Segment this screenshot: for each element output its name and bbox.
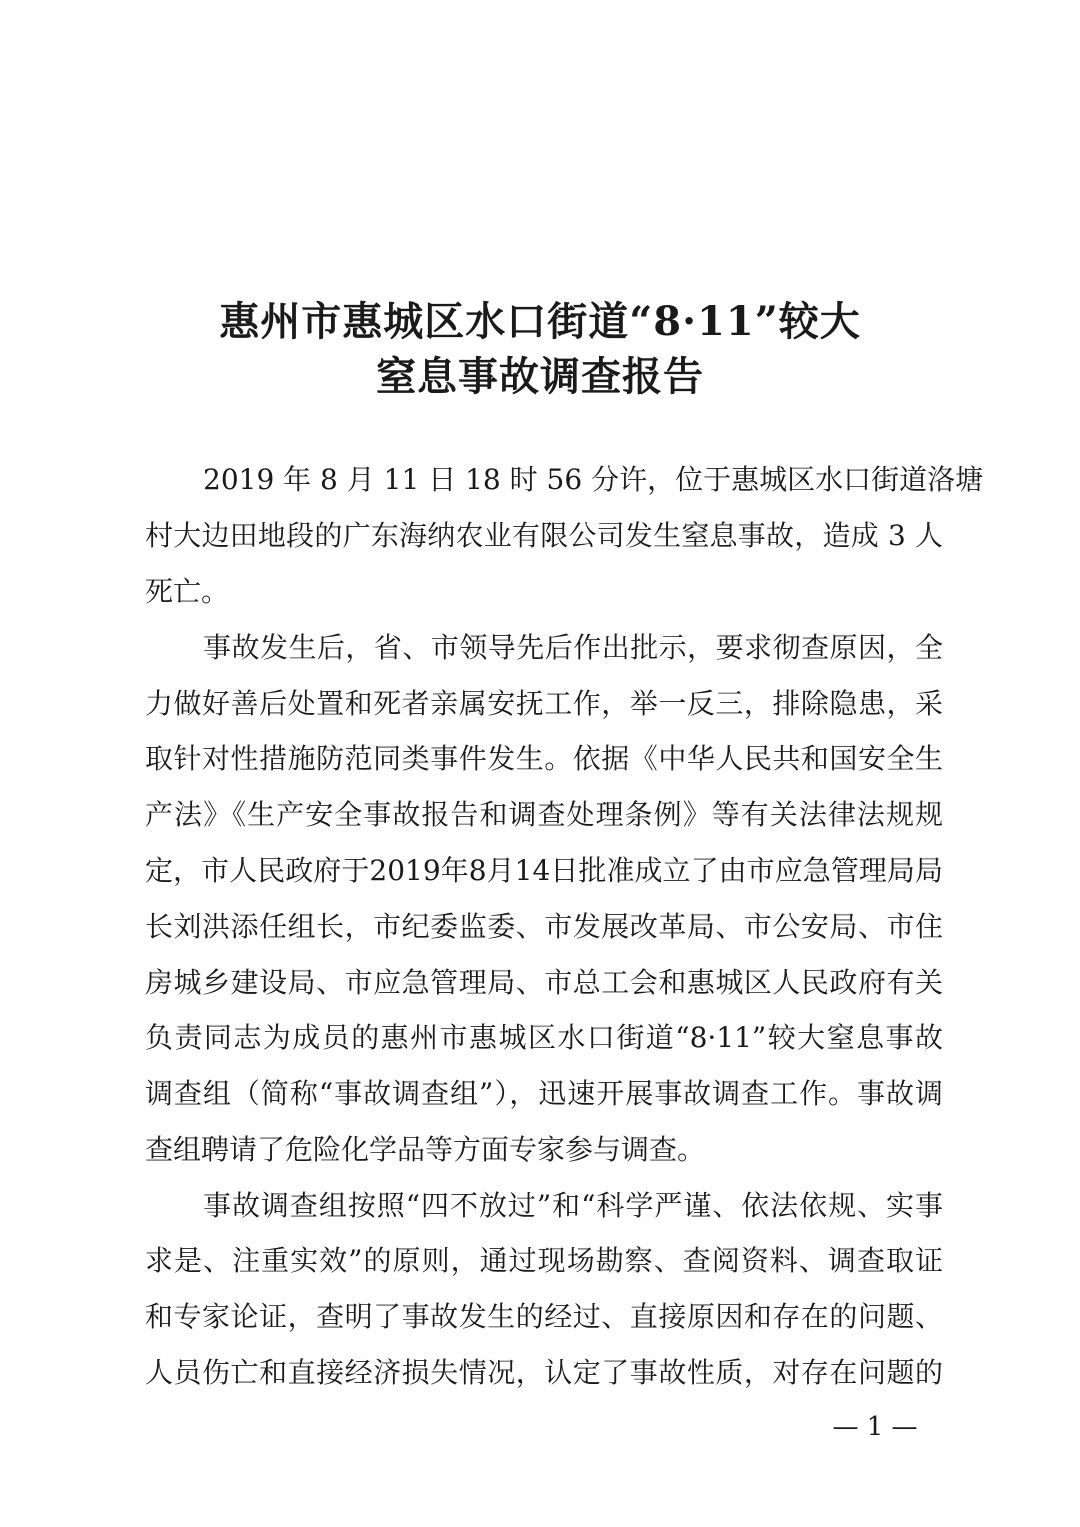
paragraph-3-line-4: 人员伤亡和直接经济损失情况，认定了事故性质，对存在问题的 bbox=[145, 1356, 943, 1389]
paragraph-2-line-8: 负责同志为成员的惠州市惠城区水口街道“8·11”较大窒息事故 bbox=[145, 1021, 943, 1054]
paragraph-2-line-3: 取针对性措施防范同类事件发生。依据《中华人民共和国安全生 bbox=[145, 742, 943, 775]
paragraph-2-line-4: 产法》《生产安全事故报告和调查处理条例》等有关法律法规规 bbox=[145, 798, 943, 831]
paragraph-1-line-1: 2019 年 8 月 11 日 18 时 56 分许，位于惠城区水口街道洛塘 bbox=[203, 463, 984, 496]
paragraph-1-line-3: 死亡。 bbox=[145, 575, 230, 608]
paragraph-1-line-2: 村大边田地段的广东海纳农业有限公司发生窒息事故，造成 3 人 bbox=[145, 519, 943, 552]
paragraph-3-line-3: 和专家论证，查明了事故发生的经过、直接原因和存在的问题、 bbox=[145, 1300, 943, 1333]
paragraph-2-line-1: 事故发生后，省、市领导先后作出批示，要求彻查原因，全 bbox=[203, 631, 943, 664]
paragraph-2-line-9: 调查组（简称“事故调查组”），迅速开展事故调查工作。事故调 bbox=[145, 1077, 943, 1110]
document-title-line-2: 窒息事故调查报告 bbox=[376, 353, 704, 400]
page-number: — 1 — bbox=[832, 1412, 918, 1442]
paragraph-2-line-5: 定，市人民政府于2019年8月14日批准成立了由市应急管理局局 bbox=[145, 854, 943, 887]
paragraph-2-line-10: 查组聘请了危险化学品等方面专家参与调查。 bbox=[145, 1133, 706, 1166]
paragraph-2-line-7: 房城乡建设局、市应急管理局、市总工会和惠城区人民政府有关 bbox=[145, 966, 943, 999]
paragraph-2-line-2: 力做好善后处置和死者亲属安抚工作，举一反三，排除隐患，采 bbox=[145, 687, 943, 720]
paragraph-3-line-2: 求是、注重实效”的原则，通过现场勘察、查阅资料、调查取证 bbox=[145, 1244, 943, 1277]
paragraph-3-line-1: 事故调查组按照“四不放过”和“科学严谨、依法依规、实事 bbox=[203, 1189, 943, 1222]
document-title-line-1: 惠州市惠城区水口街道“8·11”较大 bbox=[219, 298, 861, 345]
paragraph-2-line-6: 长刘洪添任组长，市纪委监委、市发展改革局、市公安局、市住 bbox=[145, 910, 943, 943]
